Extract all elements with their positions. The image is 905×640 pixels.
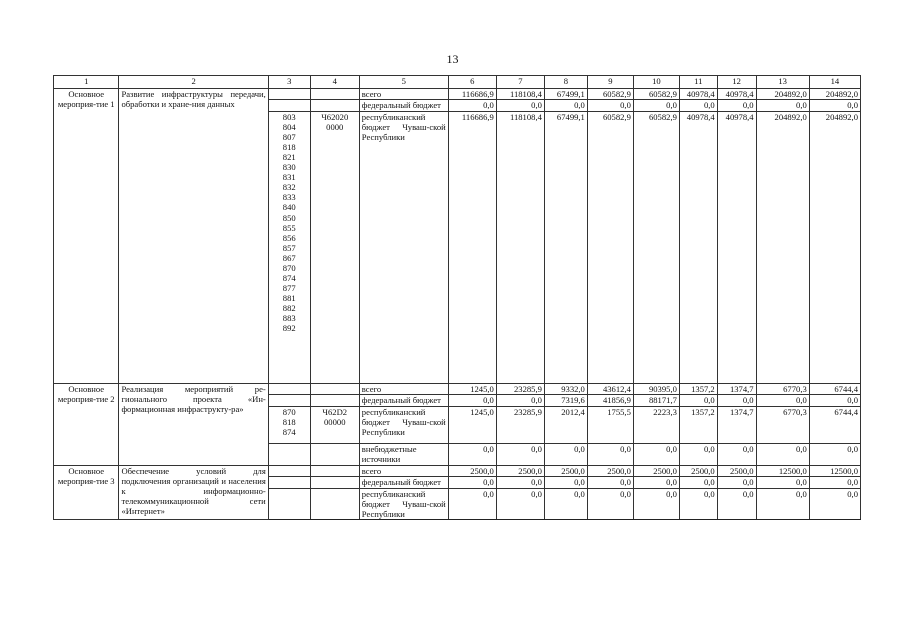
amount-cell: 0,0 [448, 100, 496, 112]
amount-cell: 0,0 [496, 489, 544, 520]
budget-code-cell: 870 818 874 [268, 407, 310, 444]
target-article-cell: Ч62D2 00000 [310, 407, 359, 444]
table-row [54, 384, 861, 395]
budget-code-cell [268, 477, 310, 489]
funding-source-cell: республиканский бюджет Чуваш-ской Республики [359, 489, 448, 520]
amount-cell: 40978,4 [679, 89, 717, 100]
header-cell: 2 [119, 76, 268, 89]
target-article-cell [310, 466, 359, 477]
event-name-cell: Основное мероприя-тие 2 [54, 384, 119, 466]
amount-cell: 9332,0 [544, 384, 587, 395]
amount-cell: 0,0 [587, 489, 633, 520]
amount-cell: 0,0 [809, 100, 860, 112]
amount-cell: 0,0 [448, 444, 496, 466]
amount-cell: 0,0 [496, 395, 544, 407]
budget-code-cell [268, 89, 310, 100]
amount-cell: 1357,2 [679, 407, 717, 444]
amount-cell: 0,0 [544, 477, 587, 489]
event-title-cell: Обеспечение условий для подключения организаций и населения к информационно-телекоммуникационной сети «Интернет» [119, 466, 268, 520]
table-row [54, 466, 861, 477]
amount-cell: 2500,0 [448, 466, 496, 477]
amount-cell: 67499,1 [544, 89, 587, 100]
header-cell: 9 [587, 76, 633, 89]
amount-cell: 0,0 [679, 477, 717, 489]
amount-cell: 0,0 [587, 477, 633, 489]
amount-cell: 1374,7 [717, 384, 756, 395]
amount-cell: 60582,9 [633, 112, 679, 384]
amount-cell: 118108,4 [496, 89, 544, 100]
amount-cell: 7319,6 [544, 395, 587, 407]
header-cell: 5 [359, 76, 448, 89]
amount-cell: 116686,9 [448, 112, 496, 384]
amount-cell: 0,0 [717, 395, 756, 407]
amount-cell: 40978,4 [717, 89, 756, 100]
amount-cell: 0,0 [809, 477, 860, 489]
header-cell: 1 [54, 76, 119, 89]
amount-cell: 6770,3 [756, 384, 809, 395]
amount-cell: 2500,0 [633, 466, 679, 477]
amount-cell: 1357,2 [679, 384, 717, 395]
funding-source-cell: всего [359, 89, 448, 100]
amount-cell: 0,0 [496, 444, 544, 466]
amount-cell: 0,0 [717, 100, 756, 112]
budget-code-cell [268, 444, 310, 466]
header-cell: 14 [809, 76, 860, 89]
event-name-cell: Основное мероприя-тие 1 [54, 89, 119, 384]
amount-cell: 0,0 [587, 444, 633, 466]
amount-cell: 0,0 [544, 100, 587, 112]
header-cell: 7 [496, 76, 544, 89]
amount-cell: 0,0 [633, 489, 679, 520]
amount-cell: 43612,4 [587, 384, 633, 395]
amount-cell: 12500,0 [756, 466, 809, 477]
budget-code-cell [268, 466, 310, 477]
amount-cell: 0,0 [756, 100, 809, 112]
amount-cell: 88171,7 [633, 395, 679, 407]
target-article-cell [310, 477, 359, 489]
amount-cell: 0,0 [679, 100, 717, 112]
amount-cell: 0,0 [717, 477, 756, 489]
funding-source-cell: всего [359, 384, 448, 395]
amount-cell: 2500,0 [496, 466, 544, 477]
budget-code-cell [268, 384, 310, 395]
page-number: 13 [446, 52, 459, 66]
amount-cell: 0,0 [756, 444, 809, 466]
amount-cell: 0,0 [756, 395, 809, 407]
amount-cell: 0,0 [809, 444, 860, 466]
amount-cell: 0,0 [448, 395, 496, 407]
table-row [54, 89, 861, 100]
amount-cell: 1245,0 [448, 407, 496, 444]
amount-cell: 204892,0 [809, 89, 860, 100]
header-cell: 13 [756, 76, 809, 89]
funding-source-cell: федеральный бюджет [359, 100, 448, 112]
amount-cell: 0,0 [679, 444, 717, 466]
amount-cell: 67499,1 [544, 112, 587, 384]
amount-cell: 2500,0 [544, 466, 587, 477]
event-name-cell: Основное мероприя-тие 3 [54, 466, 119, 520]
header-cell: 11 [679, 76, 717, 89]
funding-source-cell: республиканский бюджет Чуваш-ской Республики [359, 112, 448, 384]
header-cell: 12 [717, 76, 756, 89]
header-cell: 8 [544, 76, 587, 89]
amount-cell: 0,0 [717, 489, 756, 520]
target-article-cell [310, 100, 359, 112]
funding-source-cell: республиканский бюджет Чуваш-ской Республики [359, 407, 448, 444]
amount-cell: 60582,9 [587, 89, 633, 100]
funding-source-cell: внебюджетные источники [359, 444, 448, 466]
column-number-row [54, 76, 861, 89]
amount-cell: 1755,5 [587, 407, 633, 444]
amount-cell: 116686,9 [448, 89, 496, 100]
amount-cell: 204892,0 [809, 112, 860, 384]
budget-code-cell: 803 804 807 818 821 830 831 832 833 840 850 855 856 857 867 870 874 877 881 882 883 892 [268, 112, 310, 384]
target-article-cell [310, 384, 359, 395]
funding-source-cell: всего [359, 466, 448, 477]
amount-cell: 0,0 [496, 100, 544, 112]
budget-table [53, 75, 861, 520]
amount-cell: 6744,4 [809, 407, 860, 444]
funding-source-cell: федеральный бюджет [359, 477, 448, 489]
amount-cell: 0,0 [679, 395, 717, 407]
amount-cell: 2012,4 [544, 407, 587, 444]
table-body [54, 76, 861, 520]
amount-cell: 0,0 [633, 444, 679, 466]
amount-cell: 60582,9 [587, 112, 633, 384]
budget-code-cell [268, 489, 310, 520]
amount-cell: 23285,9 [496, 407, 544, 444]
amount-cell: 0,0 [448, 477, 496, 489]
amount-cell: 90395,0 [633, 384, 679, 395]
amount-cell: 6770,3 [756, 407, 809, 444]
amount-cell: 41856,9 [587, 395, 633, 407]
amount-cell: 0,0 [809, 395, 860, 407]
amount-cell: 0,0 [679, 489, 717, 520]
amount-cell: 12500,0 [809, 466, 860, 477]
amount-cell: 0,0 [756, 477, 809, 489]
header-cell: 10 [633, 76, 679, 89]
amount-cell: 0,0 [756, 489, 809, 520]
header-cell: 3 [268, 76, 310, 89]
amount-cell: 1374,7 [717, 407, 756, 444]
amount-cell: 40978,4 [679, 112, 717, 384]
event-title-cell: Развитие инфраструктуры передачи, обработки и хране-ния данных [119, 89, 268, 384]
amount-cell: 204892,0 [756, 112, 809, 384]
target-article-cell [310, 395, 359, 407]
amount-cell: 0,0 [544, 444, 587, 466]
target-article-cell [310, 489, 359, 520]
amount-cell: 0,0 [448, 489, 496, 520]
amount-cell: 0,0 [717, 444, 756, 466]
amount-cell: 40978,4 [717, 112, 756, 384]
amount-cell: 0,0 [633, 100, 679, 112]
amount-cell: 2500,0 [717, 466, 756, 477]
target-article-cell [310, 444, 359, 466]
event-title-cell: Реализация мероприятий ре-гионального проекта «Ин-формационная инфраструкту-ра» [119, 384, 268, 466]
target-article-cell [310, 89, 359, 100]
funding-source-cell: федеральный бюджет [359, 395, 448, 407]
amount-cell: 0,0 [809, 489, 860, 520]
target-article-cell: Ч62020 0000 [310, 112, 359, 384]
header-cell: 4 [310, 76, 359, 89]
header-cell: 6 [448, 76, 496, 89]
amount-cell: 2500,0 [679, 466, 717, 477]
amount-cell: 2500,0 [587, 466, 633, 477]
amount-cell: 204892,0 [756, 89, 809, 100]
amount-cell: 6744,4 [809, 384, 860, 395]
amount-cell: 0,0 [633, 477, 679, 489]
amount-cell: 118108,4 [496, 112, 544, 384]
amount-cell: 2223,3 [633, 407, 679, 444]
amount-cell: 1245,0 [448, 384, 496, 395]
budget-code-cell [268, 395, 310, 407]
amount-cell: 0,0 [496, 477, 544, 489]
budget-code-cell [268, 100, 310, 112]
amount-cell: 0,0 [544, 489, 587, 520]
amount-cell: 0,0 [587, 100, 633, 112]
amount-cell: 60582,9 [633, 89, 679, 100]
amount-cell: 23285,9 [496, 384, 544, 395]
